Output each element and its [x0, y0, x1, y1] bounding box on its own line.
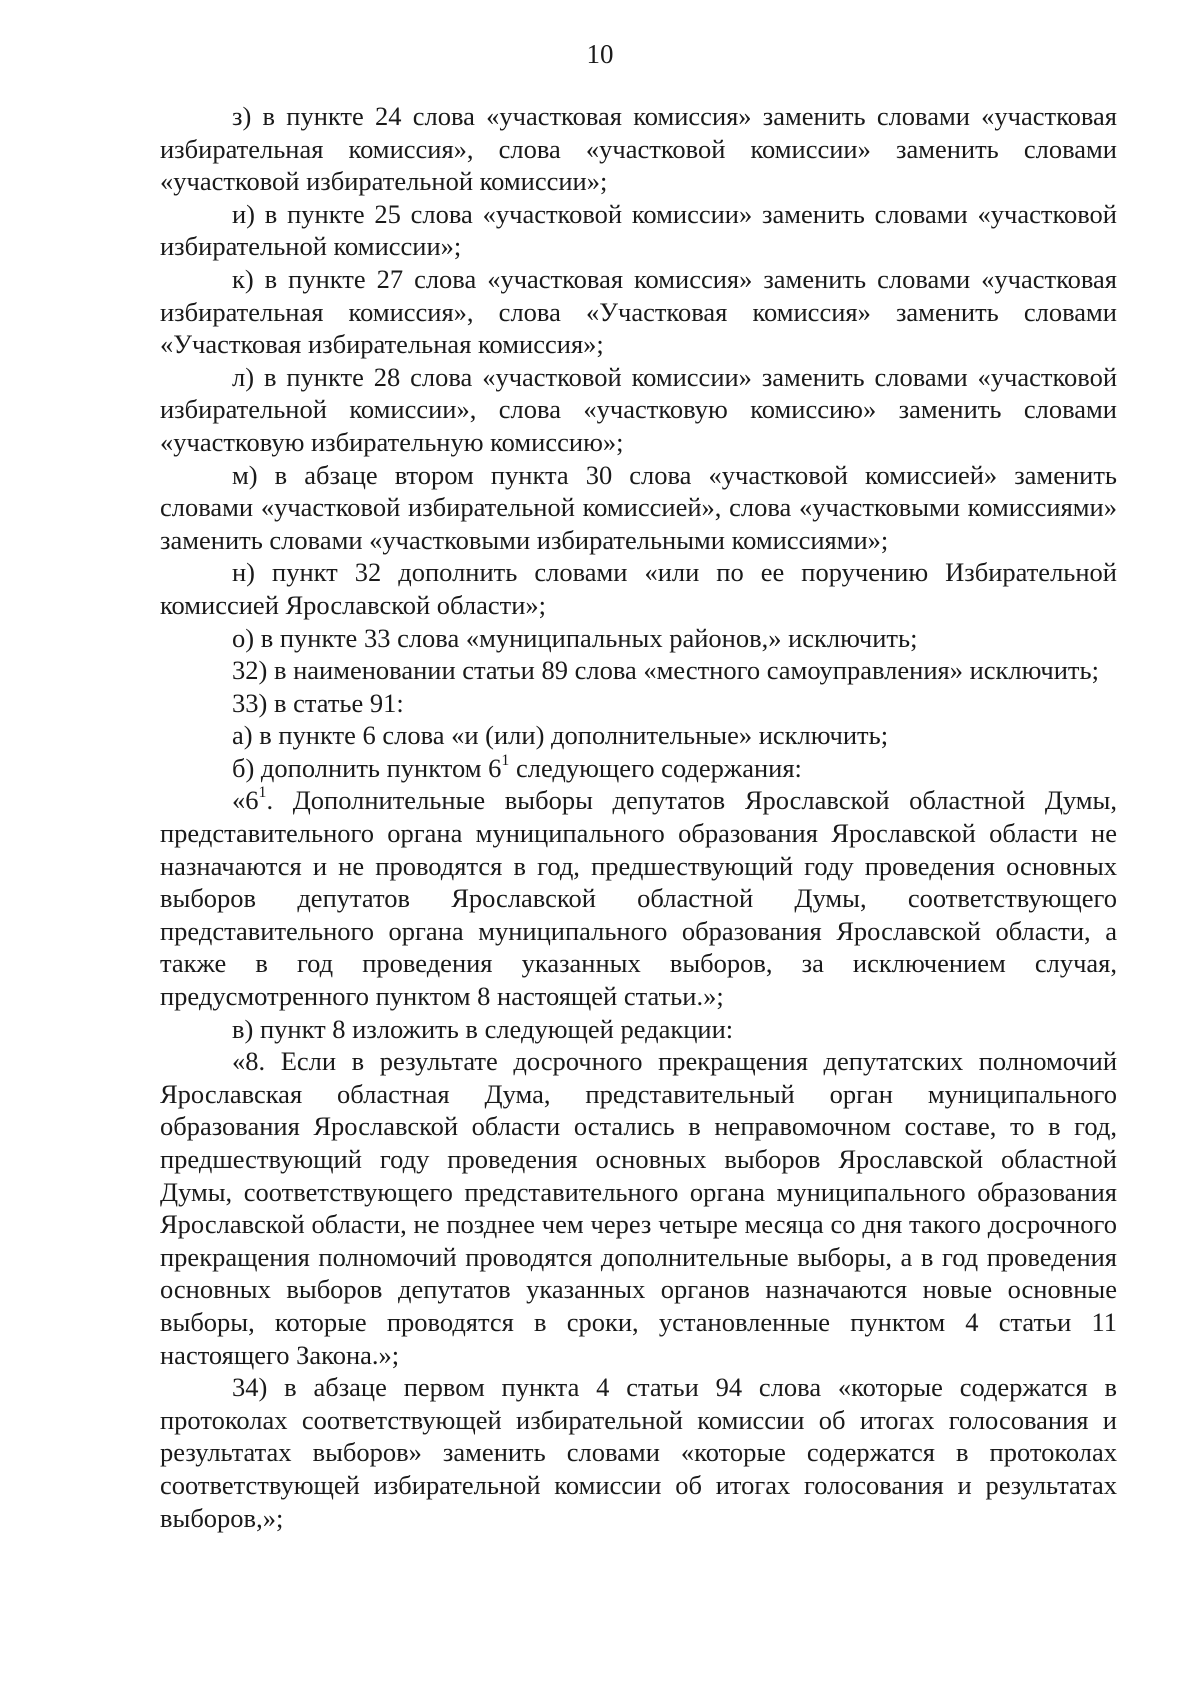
paragraph-m: м) в абзаце втором пункта 30 слова «участковой комиссией» заменить словами «участковой избирательной комиссией», слова «участковыми комиссиями» заменить словами «участковыми избирательными комиссиями»;	[160, 459, 1117, 555]
paragraph-b-text-end: следующего содержания:	[509, 752, 802, 783]
paragraph-a: а) в пункте 6 слова «и (или) дополнительные» исключить;	[232, 720, 889, 751]
quote-6-1-text: . Дополнительные выборы депутатов Ярославской областной Думы, представительного органа муниципального образования Ярославской области не назначаются и не проводятся в год, предшествующий году проведения основных выборов депутатов Ярославской областной Думы, соответствующего представительного органа муниципального образования Ярославской области, а также в год проведения указанных выборов, за исключением случая, предусмотренного пунктом 8 настоящей статьи.»;	[160, 785, 1117, 1012]
document-body	[160, 100, 1117, 1534]
paragraph-i: и) в пункте 25 слова «участковой комиссии» заменить словами «участковой избирательной комиссии»;	[160, 198, 1117, 262]
paragraph-quote-6-1	[160, 784, 1117, 1012]
paragraph-32: 32) в наименовании статьи 89 слова «местного самоуправления» исключить;	[232, 655, 1099, 686]
paragraph-33: 33) в статье 91:	[232, 687, 404, 718]
paragraph-n: н) пункт 32 дополнить словами «или по ее поручению Избирательной комиссией Ярославской области»;	[160, 557, 1117, 620]
paragraph-l: л) в пункте 28 слова «участковой комиссии» заменить словами «участковой избирательной комиссии», слова «участковую комиссию» заменить словами «участковую избирательную комиссию»;	[160, 361, 1117, 457]
superscript-mark: 1	[501, 751, 510, 769]
quote-6-1-start: «6	[232, 785, 259, 816]
paragraph-b	[160, 752, 1117, 785]
paragraph-quote-8: «8. Если в результате досрочного прекращения депутатских полномочий Ярославская областная Дума, представительный орган муниципального образования Ярославской области остались в неправомочном составе, то в год, предшествующий году проведения основных выборов Ярославской областной Думы, соответствующего представительного органа муниципального образования Ярославской области, не позднее чем через четыре месяца со дня такого досрочного прекращения полномочий проводятся дополнительные выборы, а в год проведения основных выборов депутатов указанных органов назначаются новые основные выборы, которые проводятся в сроки, установленные пунктом 4 статьи 11 настоящего Закона.»;	[160, 1046, 1117, 1370]
superscript-mark: 1	[258, 784, 267, 802]
paragraph-o: о) в пункте 33 слова «муниципальных районов,» исключить;	[232, 622, 918, 653]
paragraph-z: з) в пункте 24 слова «участковая комиссия» заменить словами «участковая избирательная комиссия», слова «участковой комиссии» заменить словами «участковой избирательной комиссии»;	[160, 101, 1117, 197]
paragraph-v: в) пункт 8 изложить в следующей редакции:	[232, 1013, 734, 1044]
paragraph-b-text: б) дополнить пунктом 6	[232, 752, 502, 783]
paragraph-34: 34) в абзаце первом пункта 4 статьи 94 слова «которые содержатся в протоколах соответствующей избирательной комиссии об итогах голосования и результатах выборов» заменить словами «которые содержатся в протоколах соответствующей избирательной комиссии об итогах голосования и результатах выборов,»;	[160, 1372, 1117, 1533]
paragraph-k: к) в пункте 27 слова «участковая комиссия» заменить словами «участковая избирательная комиссия», слова «Участковая комиссия» заменить словами «Участковая избирательная комиссия»;	[160, 263, 1117, 360]
page-number: 10	[586, 39, 614, 69]
